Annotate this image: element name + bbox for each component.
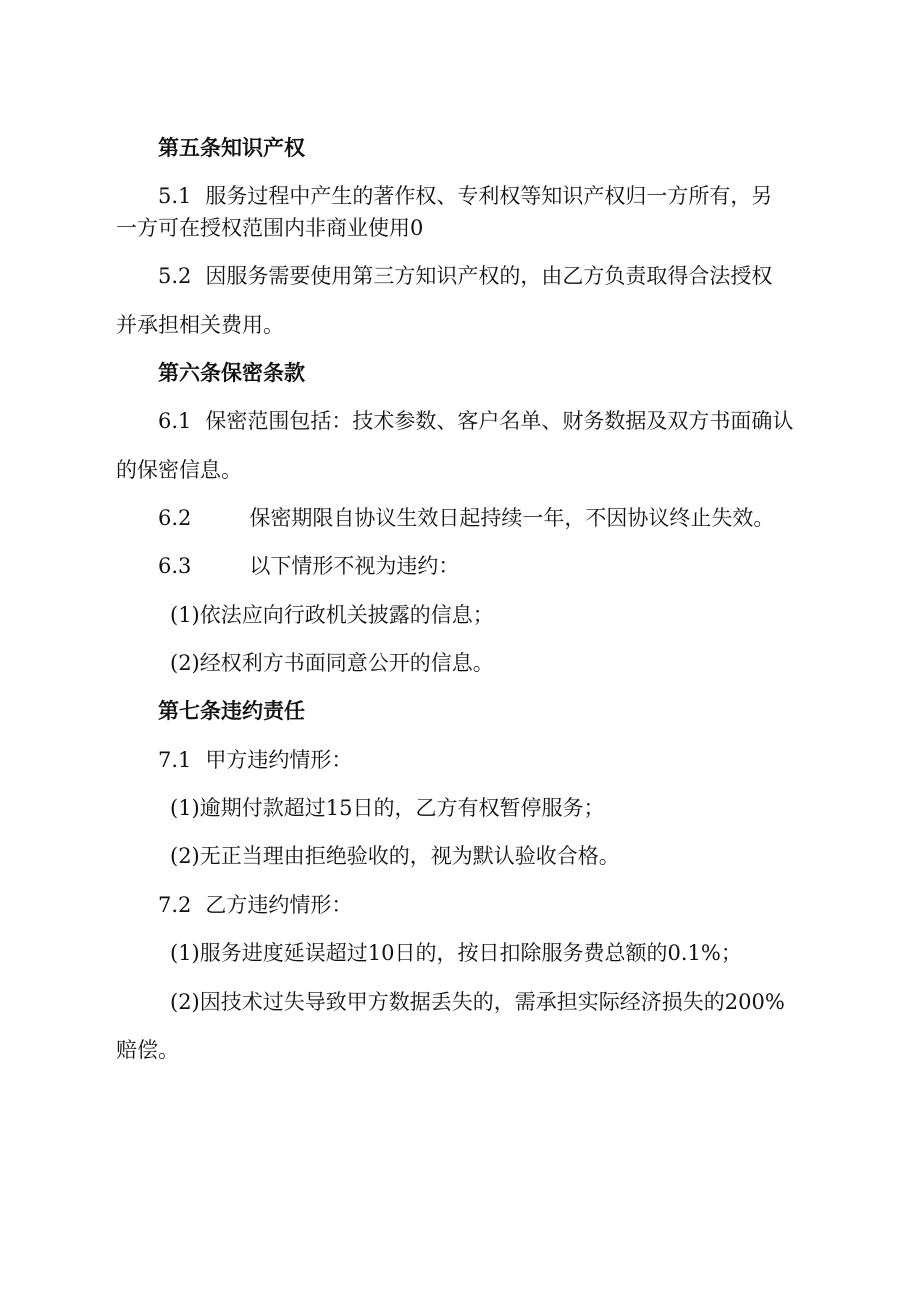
- clause-6-2: [158, 503, 774, 533]
- clause-6-1-line-1: [158, 406, 793, 436]
- clause-6-1-text: 保密范围包括：技术参数、客户名单、财务数据及双方书面确认: [205, 409, 794, 433]
- clause-7-1-text: 甲方违约情形：: [205, 748, 353, 772]
- clause-6-1-line-2: 的保密信息。: [116, 458, 242, 482]
- clause-7-1: [158, 745, 352, 775]
- clause-7-1-item-1: (1)逾期付款超过15日的，乙方有权暂停服务；: [170, 796, 605, 820]
- clause-6-3: [158, 551, 459, 581]
- clause-7-2: [158, 890, 352, 920]
- clause-5-2-line-2: 并承担相关费用。: [116, 313, 284, 337]
- clause-5-1-text: 服务过程中产生的著作权、专利权等知识产权归一方所有，另: [205, 184, 773, 208]
- clause-5-1-line-2: 一方可在授权范围内非商业使用0: [116, 216, 424, 240]
- clause-7-1-number: 7.1: [158, 748, 192, 772]
- clause-5-2-text: 因服务需要使用第三方知识产权的，由乙方负责取得合法授权: [205, 264, 773, 288]
- clause-5-1-number: 5.1: [158, 184, 192, 208]
- clause-6-2-text: 保密期限自协议生效日起持续一年，不因协议终止失效。: [249, 506, 775, 530]
- clause-6-3-number: 6.3: [158, 554, 192, 578]
- clause-6-2-number: 6.2: [158, 506, 192, 530]
- clause-5-1-line-1: [158, 181, 772, 211]
- section-6-heading: 第六条保密条款: [158, 361, 305, 385]
- clause-5-2-number: 5.2: [158, 264, 192, 288]
- clause-6-3-item-2: (2)经权利方书面同意公开的信息。: [170, 651, 494, 675]
- clause-6-3-text: 以下情形不视为违约：: [249, 554, 460, 578]
- clause-7-2-item-2-line-1: (2)因技术过失导致甲方数据丢失的，需承担实际经济损失的200%: [170, 990, 785, 1014]
- section-5-heading: 第五条知识产权: [158, 136, 305, 160]
- clause-7-1-item-2: (2)无正当理由拒绝验收的，视为默认验收合格。: [170, 844, 620, 868]
- section-7-heading: 第七条违约责任: [158, 699, 305, 723]
- clause-7-2-item-1: (1)服务进度延误超过10日的，按日扣除服务费总额的0.1%；: [170, 941, 742, 965]
- clause-6-1-number: 6.1: [158, 409, 192, 433]
- clause-7-2-number: 7.2: [158, 893, 192, 917]
- clause-7-2-item-2-line-2: 赔偿。: [116, 1038, 179, 1062]
- clause-5-2-line-1: [158, 261, 772, 291]
- clause-6-3-item-1: (1)依法应向行政机关披露的信息；: [170, 603, 494, 627]
- clause-7-2-text: 乙方违约情形：: [205, 893, 353, 917]
